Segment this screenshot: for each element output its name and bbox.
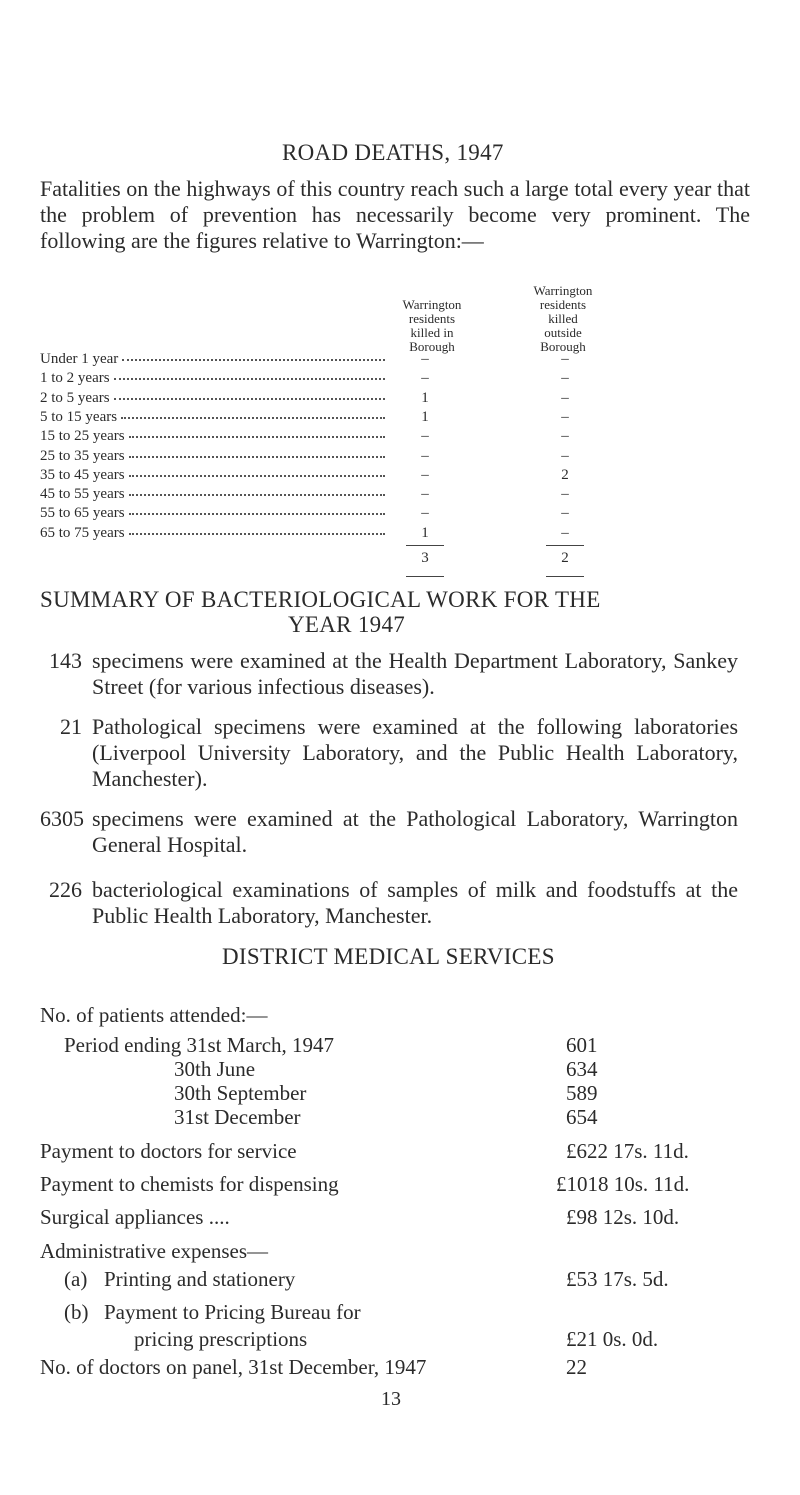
item-text: Pathological specimens were examined at the following laboratories (Liverpool University Laboratory, and the Public Health Laboratory, Manchester). [92,714,738,791]
killed-outside-borough-cell: – [561,351,569,367]
period-value: 589 [566,1081,598,1105]
item-number: 226 [49,877,82,902]
killed-outside-borough-cell: – [561,390,569,406]
leader-dots [129,456,385,458]
admin-a-label: Printing and stationery [104,1267,296,1291]
bacteriological-item [40,714,740,794]
table-row [40,351,385,369]
bacteriological-title-year: YEAR 1947 [288,612,406,637]
period-value: 634 [566,1057,598,1081]
payment-doctors-value: £622 17s. 11d. [566,1139,689,1163]
killed-outside-borough-cell: – [561,409,569,425]
totals-rule-bottom-in [406,576,444,577]
admin-b-value: £21 0s. 0d. [566,1327,659,1351]
district-title: DISTRICT MEDICAL SERVICES [222,944,555,969]
leader-dots [129,533,385,535]
bacteriological-title: SUMMARY OF BACTERIOLOGICAL WORK FOR THE [40,587,601,612]
leader-dots [129,475,385,477]
age-group-label: 45 to 55 years [40,486,125,502]
page-number: 13 [381,1388,401,1410]
leader-dots [122,359,385,361]
leader-dots [129,494,385,496]
admin-b-label-cont: pricing prescriptions [134,1327,308,1351]
road-deaths-intro: Fatalities on the highways of this country reach such a large total every year that the problem of prevention has necessarily become very prominent. The following are the figures relative to Warrington:— [40,176,750,253]
age-group-label: Under 1 year [40,351,119,367]
period-label: 30th June [174,1057,256,1081]
killed-outside-borough-cell: – [561,525,569,541]
killed-outside-borough-cell: – [561,486,569,502]
totals-rule-top-out [546,545,584,546]
item-text: bacteriological examinations of samples of milk and foodstuffs at the Public Health Laboratory, Manchester. [92,877,738,928]
period-label: Period ending 31st March, 1947 [64,1033,335,1057]
totals-rule-top-in [406,545,444,546]
bacteriological-item [40,877,740,931]
col-killed-in-borough-header: Warrington residents killed in Borough [402,297,462,354]
killed-outside-borough-cell: – [561,448,569,464]
age-group-label: 15 to 25 years [40,428,125,444]
killed-in-borough-cell: – [421,370,429,386]
payment-doctors-label: Payment to doctors for service [40,1139,297,1163]
period-value: 654 [566,1105,598,1129]
table-row [40,370,385,388]
item-number: 21 [60,714,82,739]
surgical-appliances-label: Surgical appliances .... [40,1205,230,1229]
period-label: 31st December [174,1105,301,1129]
killed-in-borough-cell: 1 [421,390,429,406]
killed-in-borough-cell: – [421,428,429,444]
surgical-appliances-value: £98 12s. 10d. [566,1205,680,1229]
killed-in-borough-cell: 1 [421,525,429,541]
killed-in-borough-cell: 1 [421,409,429,425]
admin-expenses-label: Administrative expenses— [40,1239,269,1263]
leader-dots [129,513,385,515]
table-row [40,467,385,485]
period-value: 601 [566,1033,598,1057]
killed-in-borough-cell: – [421,351,429,367]
killed-outside-borough-cell: – [561,428,569,444]
age-group-label: 35 to 45 years [40,467,125,483]
age-group-label: 65 to 75 years [40,525,125,541]
table-row [40,525,385,543]
patients-attended-label: No. of patients attended:— [40,1003,268,1027]
table-row [40,390,385,408]
period-label: 30th September [174,1081,307,1105]
age-group-label: 1 to 2 years [40,370,110,386]
total-killed-in-borough: 3 [421,550,429,566]
admin-a-marker: (a) [64,1267,88,1291]
bacteriological-item [40,806,740,860]
killed-in-borough-cell: – [421,467,429,483]
table-row [40,505,385,523]
admin-a-value: £53 17s. 5d. [566,1267,669,1291]
age-group-label: 55 to 65 years [40,505,125,521]
table-row [40,409,385,427]
bacteriological-item [40,648,740,702]
item-text: specimens were examined at the Health Department Laboratory, Sankey Street (for various infectious diseases). [92,648,738,699]
killed-in-borough-cell: – [421,448,429,464]
payment-chemists-value: £1018 10s. 11d. [556,1172,690,1196]
table-row [40,486,385,504]
table-row [40,448,385,466]
col-killed-outside-borough-header: Warrington residents killed outside Borough [533,283,593,354]
age-group-label: 5 to 15 years [40,409,118,425]
leader-dots [129,436,385,438]
doctors-on-panel-label: No. of doctors on panel, 31st December, 1947 [40,1355,427,1379]
age-group-label: 25 to 35 years [40,448,125,464]
payment-chemists-label: Payment to chemists for dispensing [40,1172,339,1196]
admin-b-marker: (b) [64,1300,89,1324]
admin-b-label: Payment to Pricing Bureau for [104,1300,361,1324]
table-row [40,428,385,446]
item-number: 143 [49,648,82,673]
totals-rule-bottom-out [546,576,584,577]
age-group-label: 2 to 5 years [40,390,110,406]
killed-outside-borough-cell: – [561,370,569,386]
killed-in-borough-cell: – [421,486,429,502]
leader-dots [114,398,385,400]
road-deaths-title: ROAD DEATHS, 1947 [282,140,504,165]
leader-dots [121,417,385,419]
leader-dots [114,378,385,380]
killed-outside-borough-cell: – [561,505,569,521]
item-number: 6305 [40,806,84,831]
killed-in-borough-cell: – [421,505,429,521]
item-text: specimens were examined at the Pathological Laboratory, Warrington General Hospital. [92,806,738,857]
doctors-on-panel-value: 22 [566,1355,587,1379]
killed-outside-borough-cell: 2 [561,467,569,483]
total-killed-outside-borough: 2 [561,550,569,566]
